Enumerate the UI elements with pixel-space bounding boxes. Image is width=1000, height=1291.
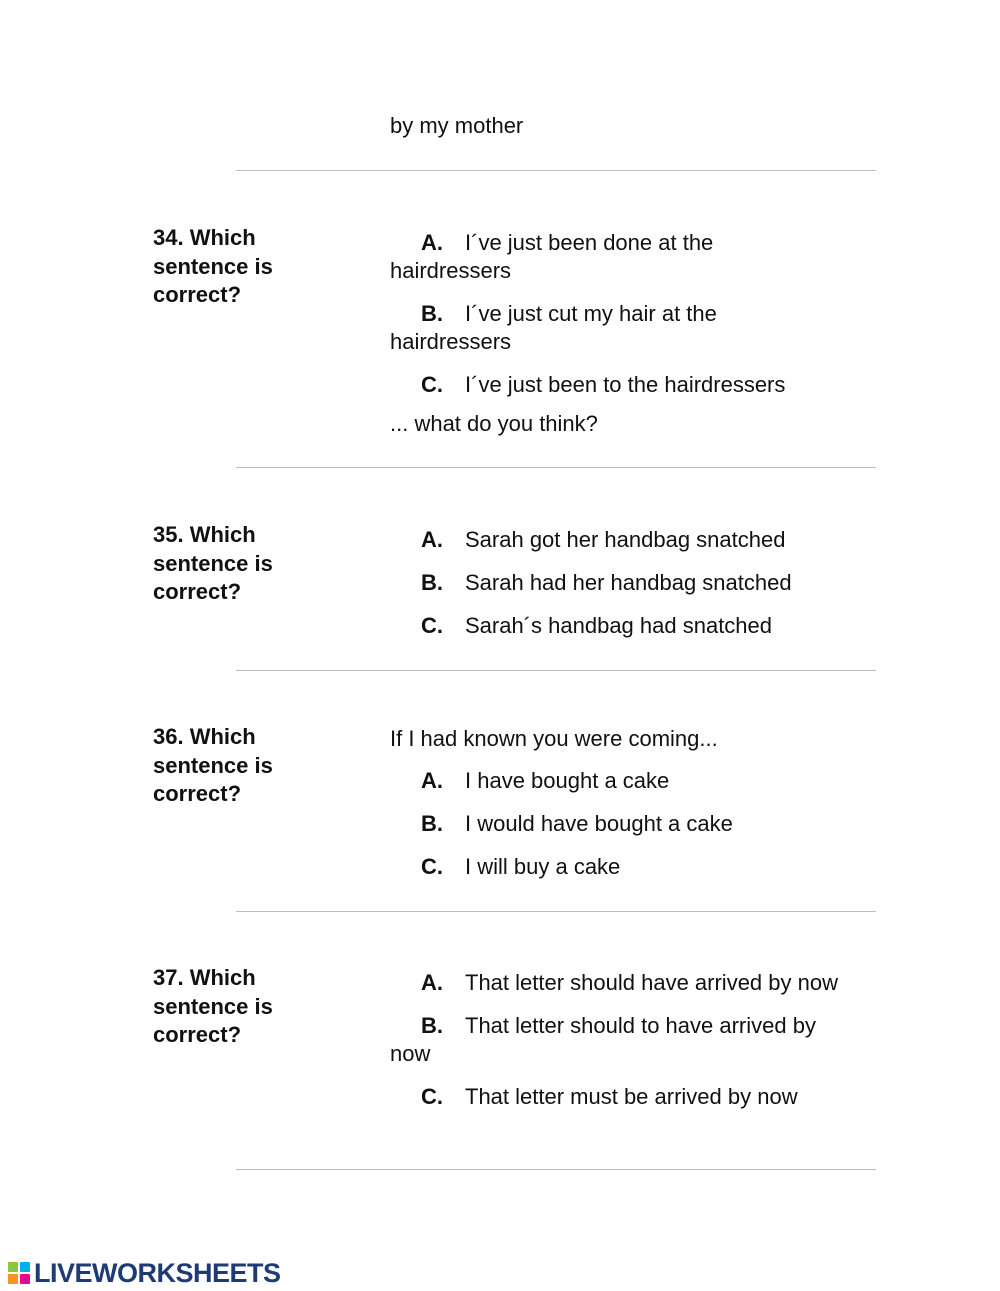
option-text: Sarah got her handbag snatched xyxy=(465,527,786,552)
option-b[interactable] xyxy=(390,1012,860,1068)
divider xyxy=(236,170,876,171)
divider xyxy=(236,467,876,468)
option-text: I will buy a cake xyxy=(465,854,621,879)
option-letter: A. xyxy=(421,970,443,995)
carryover-answer: by my mother xyxy=(390,113,524,138)
option-a[interactable] xyxy=(390,526,890,554)
option-letter: A. xyxy=(421,230,443,255)
question-37-answers xyxy=(390,969,890,1126)
option-text: That letter must be arrived by now xyxy=(465,1084,798,1109)
option-letter: C. xyxy=(421,613,443,638)
option-text: Sarah´s handbag had snatched xyxy=(465,613,773,638)
question-35-title: 35. Which sentence is correct? xyxy=(153,522,273,604)
question-34-answers xyxy=(390,229,890,438)
option-text: I have bought a cake xyxy=(465,768,670,793)
option-letter: A. xyxy=(421,527,443,552)
logo-text: LIVEWORKSHEETS xyxy=(34,1257,281,1288)
logo-mark-icon xyxy=(8,1262,30,1284)
logo-square xyxy=(8,1274,18,1284)
option-letter: A. xyxy=(421,768,443,793)
question-intro: If I had known you were coming... xyxy=(390,726,718,751)
divider xyxy=(236,670,876,671)
question-36-title: 36. Which sentence is correct? xyxy=(153,724,273,806)
logo-square xyxy=(8,1262,18,1272)
option-c[interactable] xyxy=(390,853,890,881)
option-a[interactable] xyxy=(390,969,860,997)
option-text: I would have bought a cake xyxy=(465,811,733,836)
option-letter: B. xyxy=(421,301,443,326)
option-text: That letter should have arrived by now xyxy=(465,970,838,995)
question-note: ... what do you think? xyxy=(390,411,598,436)
question-34-title: 34. Which sentence is correct? xyxy=(153,225,273,307)
option-text: I´ve just been to the hairdressers xyxy=(465,372,786,397)
divider xyxy=(236,911,876,912)
option-a[interactable] xyxy=(390,767,890,795)
option-c[interactable] xyxy=(390,612,890,640)
option-c[interactable] xyxy=(390,371,890,399)
option-text: I´ve just cut my hair at the hairdressers xyxy=(390,301,717,354)
option-letter: B. xyxy=(421,811,443,836)
option-a[interactable] xyxy=(390,229,770,285)
option-b[interactable] xyxy=(390,300,770,356)
option-c[interactable] xyxy=(390,1083,890,1111)
option-letter: B. xyxy=(421,570,443,595)
option-letter: C. xyxy=(421,1084,443,1109)
option-text: I´ve just been done at the hairdressers xyxy=(390,230,714,283)
question-37-title: 37. Which sentence is correct? xyxy=(153,965,273,1047)
divider xyxy=(236,1169,876,1170)
liveworksheets-logo[interactable] xyxy=(8,1258,281,1288)
option-letter: B. xyxy=(421,1013,443,1038)
option-letter: C. xyxy=(421,854,443,879)
option-b[interactable] xyxy=(390,810,890,838)
question-35-answers xyxy=(390,526,890,655)
option-text: That letter should to have arrived by now xyxy=(390,1013,816,1066)
question-36-answers xyxy=(390,725,890,896)
option-b[interactable] xyxy=(390,569,890,597)
logo-square xyxy=(20,1274,30,1284)
logo-square xyxy=(20,1262,30,1272)
option-letter: C. xyxy=(421,372,443,397)
option-text: Sarah had her handbag snatched xyxy=(465,570,792,595)
